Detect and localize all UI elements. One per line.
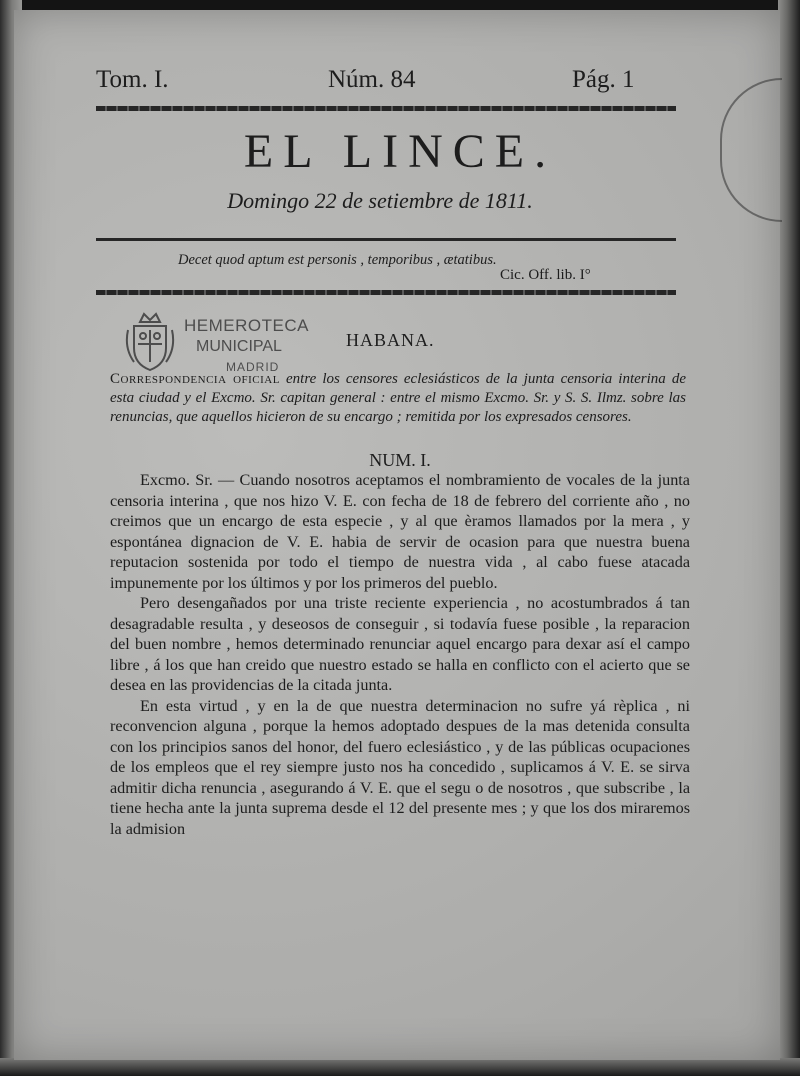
page-edge-bottom <box>0 1058 800 1076</box>
intro-text: entre los censores eclesiásticos de la junta censoria interina de esta ciudad y el Excmo. Sr. capitan general : entre el mismo Excmo. Sr. y S. S. Ilmz. sobre las renuncias, que aquellos hicieron de su encargo ; remitida por los expresados censores. <box>110 371 687 425</box>
stamp-line-3: MADRID <box>226 360 280 374</box>
issue-number: Núm. 84 <box>328 66 416 93</box>
paragraph: En esta virtud , y en la de que nuestra determinacion no sufre yá rèplica , ni reconvencion alguna , porque la hemos adoptado despues de la mas detenida consulta con los principios sanos del honor, del fuero eclesiástico , y de las públicas ocupaciones de los empleos que el rey siempre justo nos ha concedido , suplicamos á V. E. se sirva admitir dicha renuncia , asegurando á V. E. que el segu o de nosotros , que subscribe , la tiene hecha ante la junta suprema desde el 12 del presente mes ; y que los dos miraremos la admision <box>110 696 690 838</box>
newspaper-title: EL LINCE. <box>243 125 557 178</box>
header-rule <box>96 106 676 111</box>
paragraph: Excmo. Sr. — Cuando nosotros aceptamos el nombramiento de vocales de la junta censoria interina , que nos hizo V. E. con fecha de 18 de febrero del corriente año , no creimos que un encargo de esta especie , y al que èramos llamados por la mera , y espontánea dignacion de V. E. habia de servir de ocasion para que nuestra buena reputacion sostenida por todo el tiempo de nuestra vida , al cabo fuese atacada impunemente por los últimos y por los primeros del pueblo. <box>110 471 690 592</box>
coat-of-arms-icon <box>122 308 178 374</box>
article-body <box>110 470 690 839</box>
section-title: HABANA. <box>346 330 435 350</box>
stamp-line-1: HEMEROTECA <box>184 316 309 335</box>
article-intro <box>110 370 686 427</box>
stamp-line-2: MUNICIPAL <box>196 338 282 355</box>
page-number: Pág. 1 <box>572 66 635 93</box>
masthead-rule <box>96 238 676 241</box>
epigraph-rule <box>96 290 676 295</box>
epigraph-citation: Cic. Off. lib. I° <box>500 267 591 283</box>
issue-date: Domingo 22 de setiembre de 1811. <box>227 188 533 213</box>
library-stamp <box>120 308 320 374</box>
epigraph-motto: Decet quod aptum est personis , temporibus , ætatibus. <box>178 252 497 268</box>
volume-label: Tom. I. <box>96 66 169 93</box>
paragraph: Pero desengañados por una triste reciente experiencia , no acostumbrados á tan desagradable resulta , y deseosos de conseguir , si todavía fuese posible , la reparacion del buen nombre , hemos determinado renunciar aquel encargo para dexar así el campo libre , á los que han creido que nuestro estado se halla en conflicto con el acierto que se desea en las providencias de la citada junta. <box>110 594 690 694</box>
intro-lead: Correspondencia oficial <box>110 371 280 387</box>
number-heading: NUM. I. <box>369 450 431 470</box>
